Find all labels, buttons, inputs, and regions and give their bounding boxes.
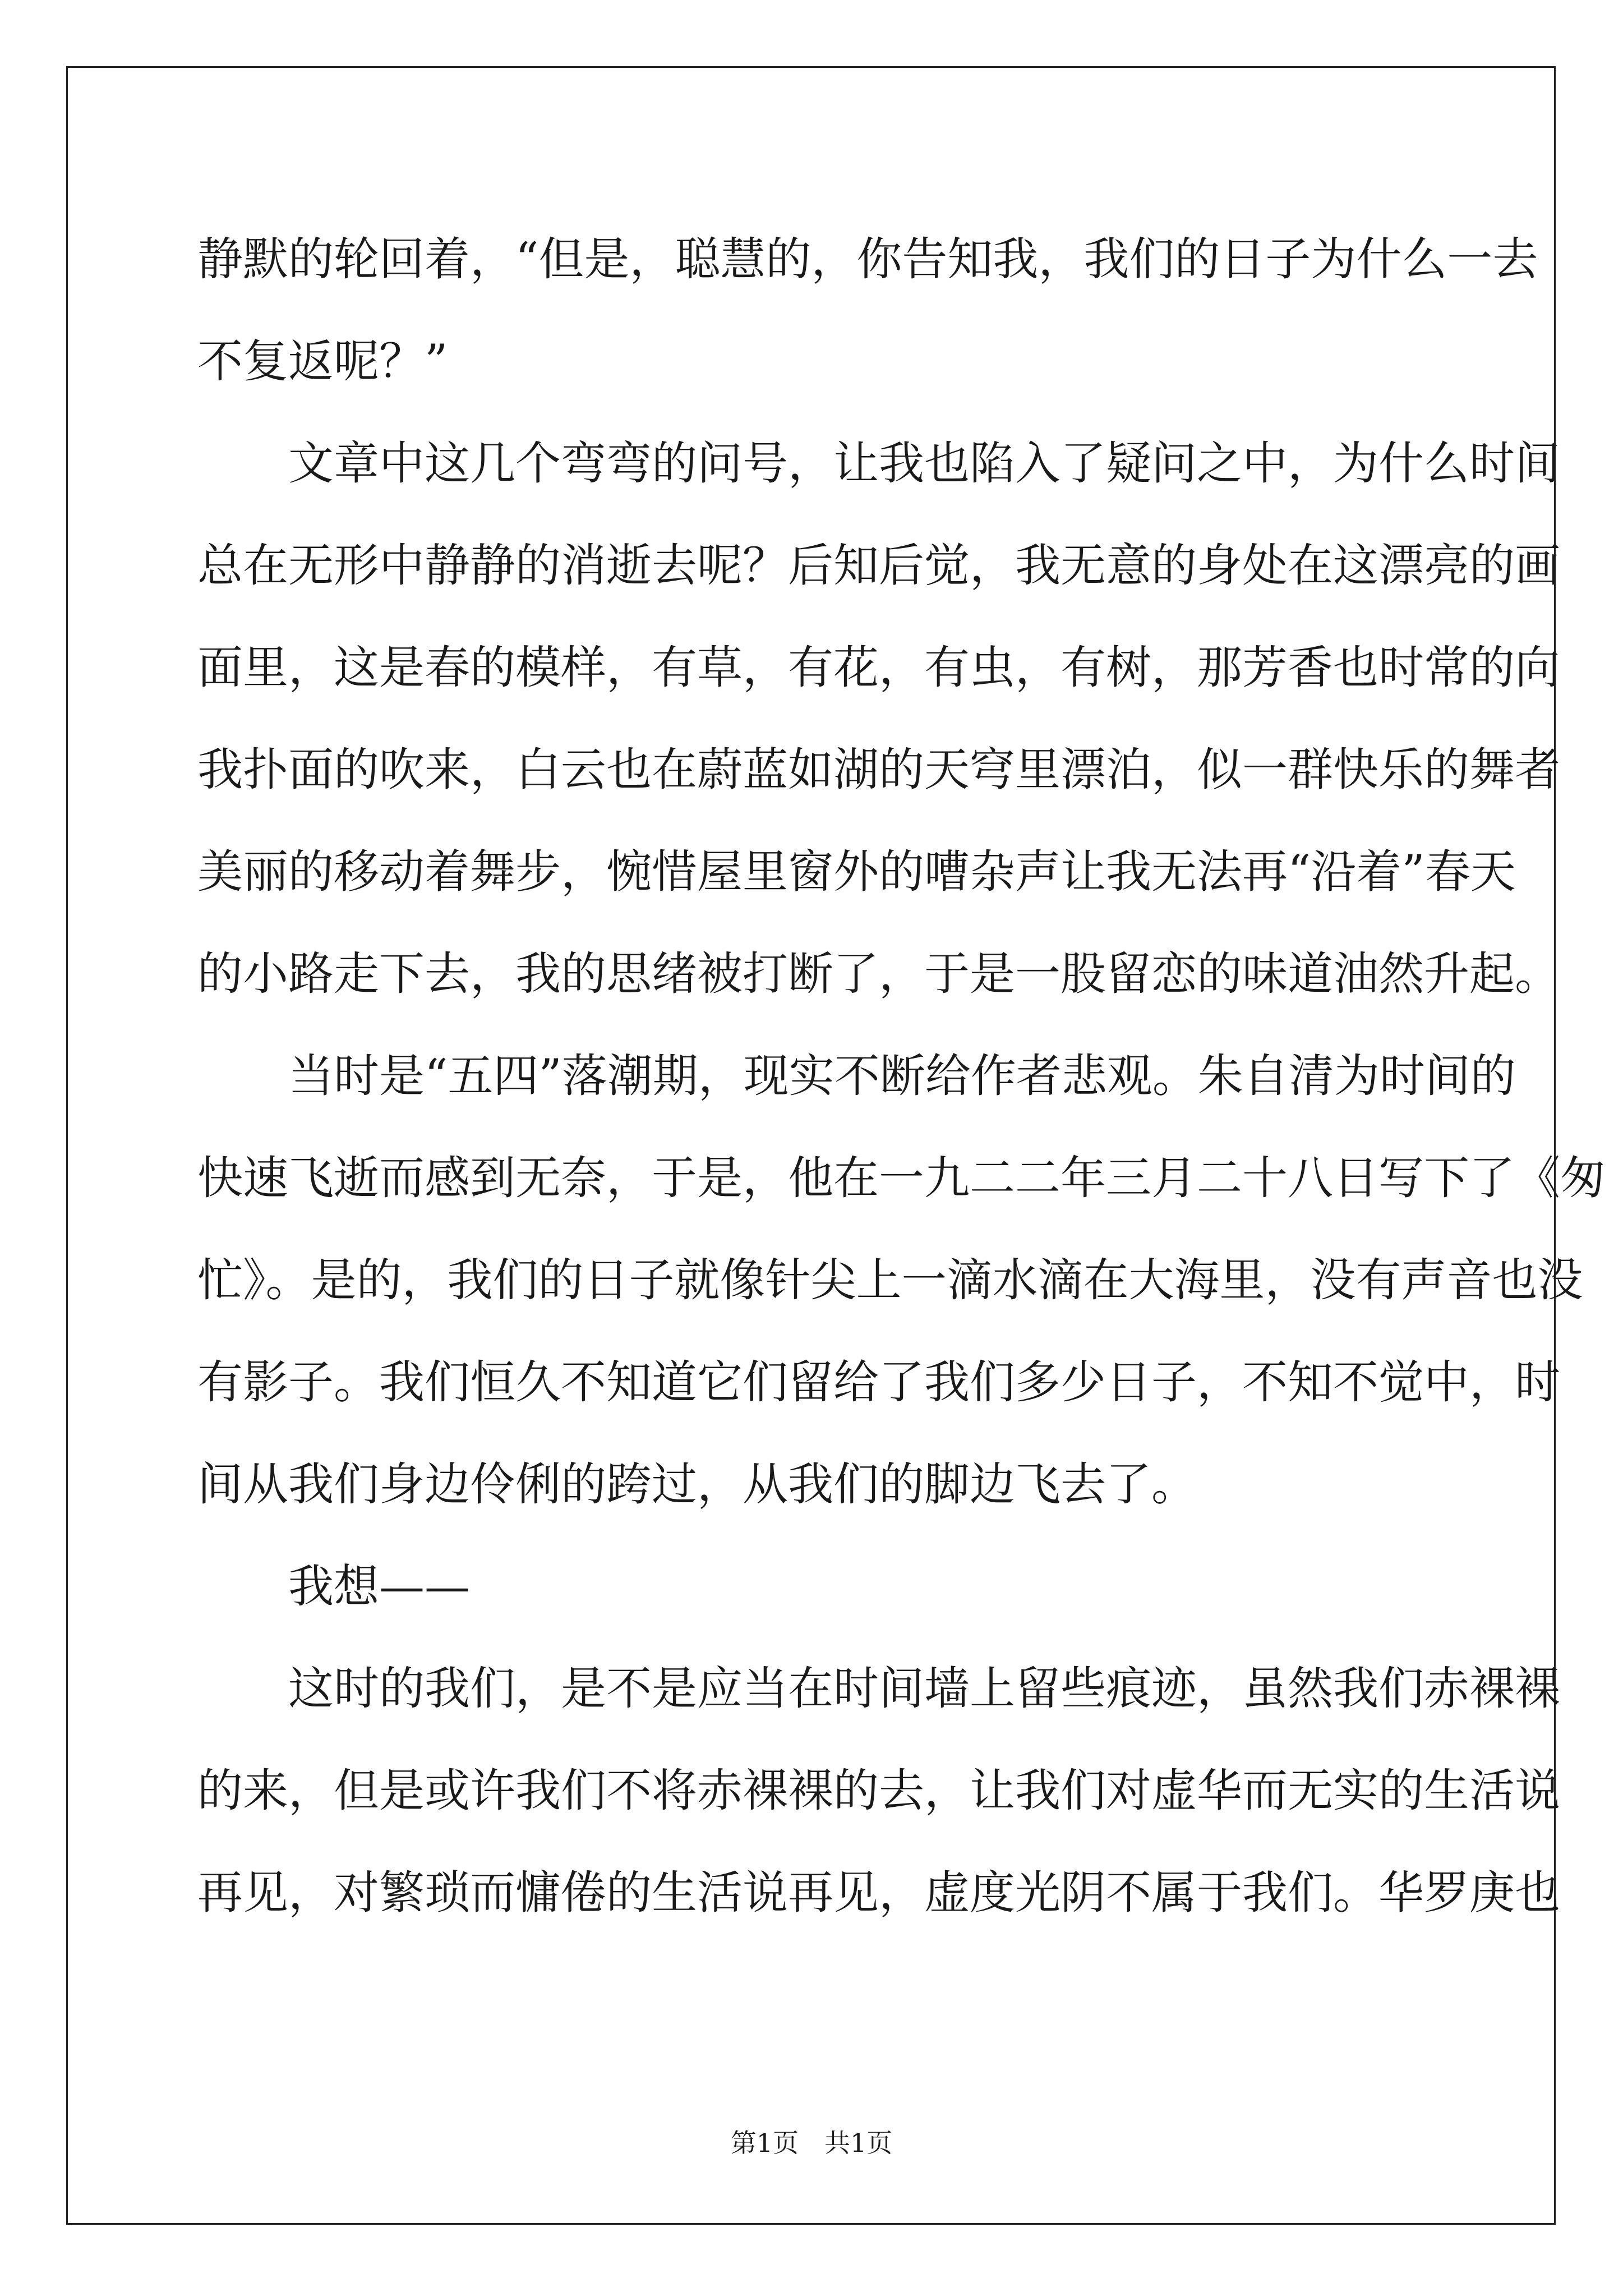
page-footer: 第1页 共1页: [730, 2128, 893, 2158]
text-line: 静默的轮回着，“但是，聪慧的，你告知我，我们的日子为什么一去: [197, 233, 1538, 286]
text-line: 再见，对繁琐而慵倦的生活说再见，虚度光阴不属于我们。华罗庚也: [197, 1867, 1561, 1920]
text-line: 文章中这几个弯弯的问号，让我也陷入了疑问之中，为什么时间: [288, 438, 1561, 490]
text-line: 美丽的移动着舞步，惋惜屋里窗外的嘈杂声让我无法再“沿着”春天: [197, 846, 1516, 899]
text-line: 我想——: [288, 1561, 471, 1613]
text-line: 我扑面的吹来，白云也在蔚蓝如湖的天穹里漂泊，似一群快乐的舞者: [197, 744, 1561, 797]
text-line: 有影子。我们恒久不知道它们留给了我们多少日子，不知不觉中，时: [197, 1356, 1561, 1409]
text-line: 这时的我们，是不是应当在时间墙上留些痕迹，虽然我们赤裸裸: [288, 1663, 1561, 1715]
text-line: 当时是“五四”落潮期，现实不断给作者悲观。朱自清为时间的: [288, 1050, 1516, 1103]
text-line: 的小路走下去，我的思绪被打断了，于是一股留恋的味道油然升起。: [197, 948, 1561, 1001]
text-line: 忙》。是的，我们的日子就像针尖上一滴水滴在大海里，没有声音也没: [197, 1254, 1583, 1307]
text-line: 快速飞逝而感到无奈，于是，他在一九二二年三月二十八日写下了《匆: [197, 1152, 1606, 1205]
text-line: 面里，这是春的模样，有草，有花，有虫，有树，那芳香也时常的向: [197, 642, 1561, 694]
text-line: 间从我们身边伶俐的跨过，从我们的脚边飞去了。: [197, 1458, 1197, 1511]
text-line: 总在无形中静静的消逝去呢？后知后觉，我无意的身处在这漂亮的画: [197, 540, 1561, 592]
document-body: [197, 209, 1606, 1944]
text-line: 不复返呢？”: [197, 335, 448, 388]
text-line: 的来，但是或许我们不将赤裸裸的去，让我们对虚华而无实的生活说: [197, 1765, 1561, 1818]
